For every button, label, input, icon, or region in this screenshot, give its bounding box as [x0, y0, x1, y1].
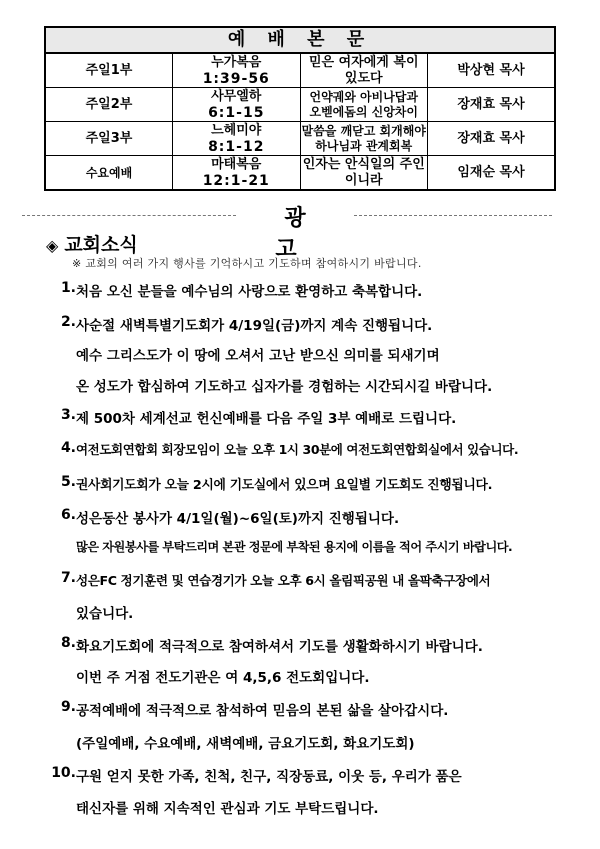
- service-part: 수요예배: [45, 156, 173, 191]
- sermon-title: [300, 88, 428, 122]
- sermon-title: 믿은 여자에게 복이 있도다: [300, 53, 428, 88]
- worship-table: [44, 26, 556, 191]
- item-number: 4.: [60, 440, 76, 456]
- list-item-continuation: 태신자를 위해 지속적인 관심과 기도 부탁드립니다.: [76, 801, 379, 817]
- list-item-continuation: (주일예배, 수요예배, 새벽예배, 금요기도회, 화요기도회): [76, 736, 415, 752]
- diamond-bullet-icon: ◈: [46, 236, 59, 255]
- worship-row: [45, 53, 555, 88]
- sermon-title: 인자는 안식일의 주인이니라: [300, 156, 428, 191]
- item-number: 10.: [51, 765, 76, 781]
- sermon-title-line1: 언약궤와 아비나답과: [309, 89, 418, 104]
- preacher: 박상현 목사: [428, 53, 556, 88]
- list-item: 제 500차 세계선교 헌신예배를 다음 주일 3부 예배로 드립니다.: [76, 411, 457, 427]
- scripture: [173, 156, 301, 191]
- item-number: 6.: [60, 507, 76, 523]
- announcements-title: 광 고: [275, 206, 324, 262]
- service-part: 주일2부: [45, 88, 173, 122]
- item-number: 2.: [60, 314, 76, 330]
- list-item-continuation: 이번 주 거점 전도기관은 여 4,5,6 전도회입니다.: [76, 670, 370, 686]
- scripture-book: 마태복음: [211, 156, 262, 172]
- scripture-ref: 1:39-56: [202, 70, 270, 87]
- dashed-divider-left: [22, 215, 236, 216]
- list-item-continuation: 예수 그리스도가 이 땅에 오셔서 고난 받으신 의미를 되새기며: [76, 348, 440, 364]
- worship-table-title: 예 배 본 문: [45, 27, 555, 53]
- list-item-continuation: 온 성도가 합심하여 기도하고 십자가를 경험하는 시간되시길 바랍니다.: [76, 379, 493, 395]
- church-news-heading-text: 교회소식: [64, 234, 138, 256]
- list-item: 사순절 새벽특별기도회가 4/19일(금)까지 계속 진행됩니다.: [76, 318, 433, 334]
- service-part: 주일3부: [45, 122, 173, 156]
- scripture: [173, 88, 301, 122]
- scripture-ref: 12:1-21: [202, 172, 270, 189]
- preacher: 장재효 목사: [428, 88, 556, 122]
- service-part: 주일1부: [45, 53, 173, 88]
- list-item: 권사회기도회가 오늘 2시에 기도실에서 있으며 요일별 기도회도 진행됩니다.: [76, 478, 493, 493]
- scripture-ref: 6:1-15: [208, 104, 265, 121]
- preacher: 임재순 목사: [428, 156, 556, 191]
- worship-row: [45, 88, 555, 122]
- scripture-ref: 8:1-12: [208, 138, 265, 155]
- sermon-title-line1: 말씀을 깨닫고 회개해야: [301, 123, 426, 138]
- list-item-continuation: 있습니다.: [76, 606, 134, 622]
- item-number: 1.: [60, 280, 76, 296]
- list-item: 공적예배에 적극적으로 참석하여 믿음의 본된 삶을 살아갑시다.: [76, 703, 449, 719]
- list-item: 화요기도회에 적극적으로 참여하셔서 기도를 생활화하시기 바랍니다.: [76, 639, 483, 655]
- item-number: 9.: [60, 699, 76, 715]
- scripture-book: 누가복음: [211, 54, 262, 70]
- scripture: [173, 122, 301, 156]
- item-number: 7.: [60, 570, 76, 586]
- item-number: 8.: [60, 635, 76, 651]
- list-item: 여전도회연합회 회장모임이 오늘 오후 1시 30분에 여전도회연합회실에서 있습니다.: [76, 442, 519, 457]
- scripture-book: 느헤미야: [211, 122, 262, 138]
- preacher: 장재효 목사: [428, 122, 556, 156]
- church-news-heading: [46, 230, 138, 257]
- list-item: 구원 얻지 못한 가족, 친척, 친구, 직장동료, 이웃 등, 우리가 품은: [76, 769, 462, 785]
- list-item: 성은FC 정기훈련 및 연습경기가 오늘 오후 6시 올림픽공원 내 올팍축구장에서: [76, 573, 491, 588]
- item-number: 5.: [60, 474, 76, 490]
- item-number: 3.: [60, 407, 76, 423]
- sermon-title-line2: 오벧에돔의 신앙차이: [309, 104, 418, 119]
- list-item: 성은동산 봉사가 4/1일(월)~6일(토)까지 진행됩니다.: [76, 511, 400, 527]
- church-news-note: ※ 교회의 여러 가지 행사를 기억하시고 기도하며 참여하시기 바랍니다.: [72, 257, 422, 270]
- worship-row: [45, 122, 555, 156]
- sermon-title-line2: 하나님과 관계회복: [315, 138, 413, 153]
- scripture: [173, 53, 301, 88]
- list-item-continuation: 많은 자원봉사를 부탁드리며 본관 정문에 부착된 용지에 이름을 적어 주시기 바랍니다.: [76, 540, 513, 554]
- list-item: 처음 오신 분들을 예수님의 사랑으로 환영하고 축복합니다.: [76, 284, 423, 300]
- dashed-divider-right: [354, 215, 552, 216]
- scripture-book: 사무엘하: [211, 88, 262, 104]
- sermon-title: [300, 122, 428, 156]
- worship-row: [45, 156, 555, 191]
